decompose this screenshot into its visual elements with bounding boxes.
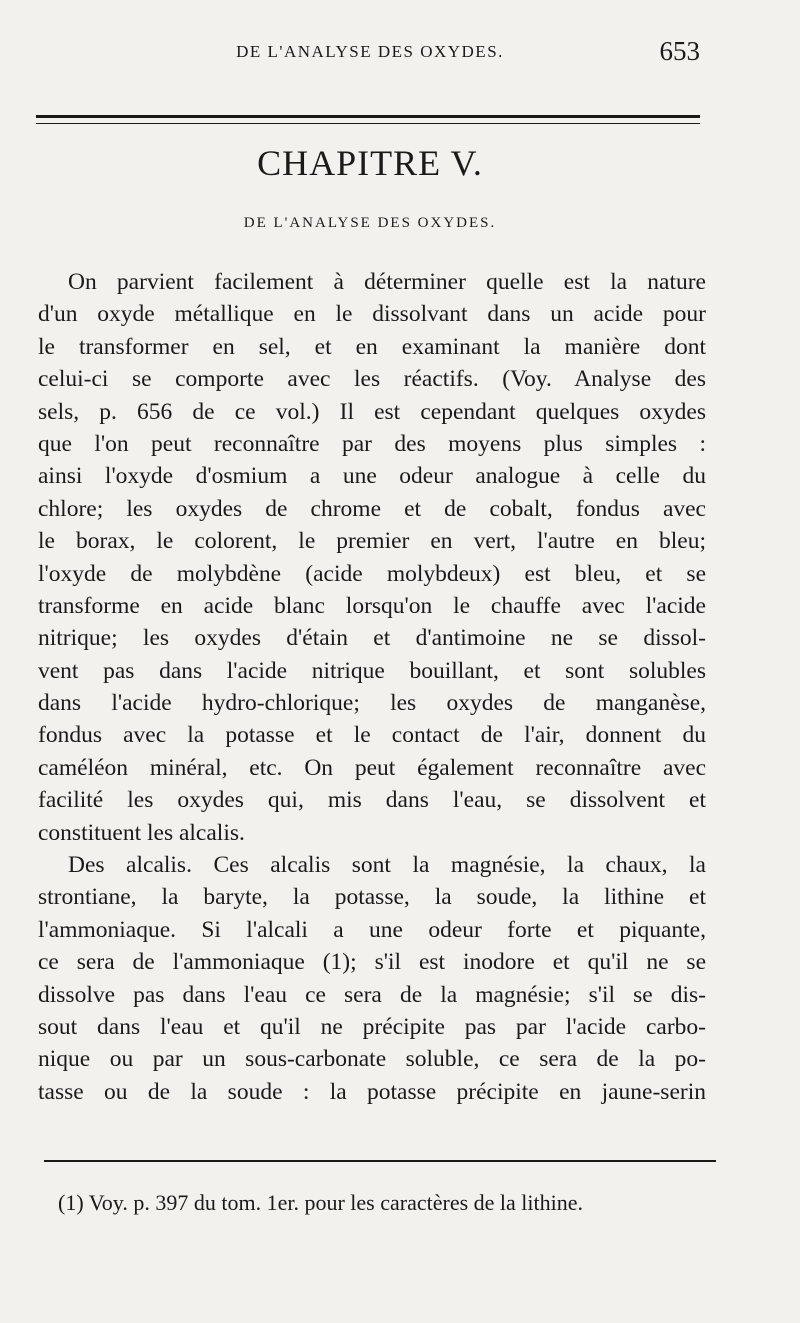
text-line: sels, p. 656 de ce vol.) Il est cependant quelques oxydes (38, 398, 706, 425)
text-line: strontiane, la baryte, la potasse, la soude, la lithine et (38, 884, 706, 911)
text-line: ce sera de l'ammoniaque (1); s'il est inodore et qu'il ne se (38, 949, 706, 976)
text-line: dans l'acide hydro-chlorique; les oxydes de manganèse, (38, 690, 706, 717)
text-line: le transformer en sel, et en examinant la manière dont (38, 333, 706, 360)
page-number: 653 (659, 36, 700, 66)
text-line: que l'on peut reconnaître par des moyens plus simples : (38, 430, 706, 457)
text-line: tasse ou de la soude : la potasse précipite en jaune-serin (38, 1078, 706, 1105)
text-line: fondus avec la potasse et le contact de l'air, donnent du (38, 722, 706, 749)
text-line: l'oxyde de molybdène (acide molybdeux) est bleu, et se (38, 560, 706, 587)
text-line: nitrique; les oxydes d'étain et d'antimoine ne se dissol- (38, 625, 706, 652)
text-line: d'un oxyde métallique en le dissolvant dans un acide pour (38, 301, 706, 328)
text-line: On parvient facilement à déterminer quelle est la nature (68, 269, 706, 295)
running-head (40, 36, 700, 76)
text-line: ainsi l'oxyde d'osmium a une odeur analogue à celle du (38, 463, 706, 490)
chapter-title: CHAPITRE V. (257, 143, 483, 183)
text-line: facilité les oxydes qui, mis dans l'eau, se dissolvent et (38, 787, 706, 814)
text-line: transforme en acide blanc lorsqu'on le chauffe avec l'acide (38, 592, 706, 619)
text-line: le borax, le colorent, le premier en vert, l'autre en bleu; (38, 528, 706, 555)
text-line: l'ammoniaque. Si l'alcali a une odeur forte et piquante, (38, 916, 706, 943)
text-line: sout dans l'eau et qu'il ne précipite pas par l'acide carbo- (38, 1013, 706, 1040)
body-text (38, 266, 706, 1108)
text-line: celui-ci se comporte avec les réactifs. (Voy. Analyse des (38, 366, 706, 393)
header-rule-thin (36, 123, 700, 124)
text-line: constituent les alcalis. (38, 819, 245, 846)
text-line: Des alcalis. Ces alcalis sont la magnésie, la chaux, la (68, 852, 706, 879)
header-rule-thick (36, 115, 700, 118)
running-title: DE L'ANALYSE DES OXYDES. (236, 42, 504, 61)
text-line: chlore; les oxydes de chrome et de cobalt, fondus avec (38, 495, 706, 522)
footnote-rule (44, 1160, 716, 1162)
text-line: dissolve pas dans l'eau ce sera de la magnésie; s'il se dis- (38, 981, 706, 1008)
text-line: caméléon minéral, etc. On peut également reconnaître avec (38, 754, 706, 781)
text-line: nique ou par un sous-carbonate soluble, ce sera de la po- (38, 1046, 706, 1073)
footnote: (1) Voy. p. 397 du tom. 1er. pour les caractères de la lithine. (58, 1190, 584, 1215)
section-title: DE L'ANALYSE DES OXYDES. (243, 215, 497, 231)
text-line: vent pas dans l'acide nitrique bouillant, et sont solubles (38, 657, 706, 684)
